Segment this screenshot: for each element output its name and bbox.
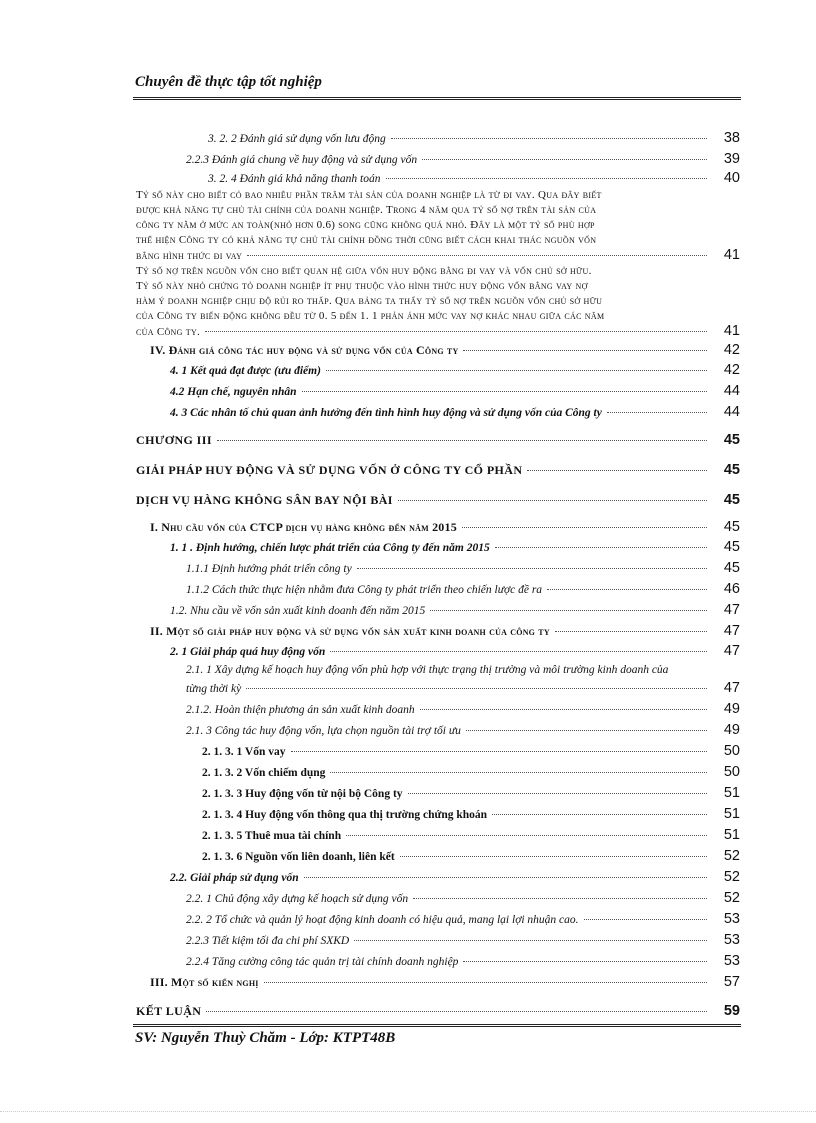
dot-leader: [247, 255, 707, 256]
dot-leader: [400, 856, 707, 857]
toc-entry-label: GIẢI PHÁP HUY ĐỘNG VÀ SỬ DỤNG VỐN Ở CÔNG TY CỔ PHẦN: [136, 463, 523, 477]
dot-leader: [408, 793, 707, 794]
toc-page-number: 42: [723, 362, 740, 378]
toc-entry-label: 1. 1 . Định hướng, chiến lược phát triển của Công ty đến năm 2015: [170, 542, 490, 554]
toc-page-number: 50: [723, 764, 740, 780]
toc-page-number: 53: [723, 953, 740, 969]
header-rule: [133, 97, 741, 100]
toc-page-number: 59: [723, 1003, 740, 1019]
toc-entry-label: 2. 1. 3. 6 Nguồn vốn liên doanh, liên kết: [202, 851, 395, 863]
paragraph-last-line: [136, 324, 740, 340]
toc-entry-label: I. Nhu cầu vốn của CTCP dịch vụ hàng không đến năm 2015: [150, 520, 457, 534]
toc-entry-label: CHƯƠNG III: [136, 433, 212, 447]
toc-entry-label: II. Một số giải pháp huy động và sử dụng vốn sản xuất kinh doanh của công ty: [150, 624, 550, 638]
dot-leader: [547, 589, 707, 590]
toc-entry[interactable]: [136, 360, 740, 381]
toc-entry[interactable]: [136, 487, 740, 513]
toc-page-number: 45: [723, 462, 740, 478]
toc-page-number: 51: [723, 827, 740, 843]
dot-leader: [495, 547, 707, 548]
dot-leader: [304, 877, 707, 878]
toc-entry[interactable]: [136, 972, 740, 992]
toc-page-number: 38: [723, 130, 740, 146]
toc-paragraph-entry[interactable]: [136, 188, 740, 264]
toc-entry-label: 2.2.3 Tiết kiệm tối đa chi phí SXKD: [186, 935, 350, 947]
toc-entry-label: 2. 1. 3. 5 Thuê mua tài chính: [202, 830, 342, 842]
dot-leader: [391, 138, 707, 139]
dot-leader: [302, 391, 707, 392]
dot-leader: [607, 412, 707, 413]
toc-entry-label: 2.2. 2 Tổ chức và quản lý hoạt động kinh doanh có hiệu quả, mang lại lợi nhuận cao.: [186, 914, 579, 926]
toc-entry[interactable]: [136, 427, 740, 453]
dot-leader: [357, 568, 707, 569]
toc-entry-label: 2.2.3 Đánh giá chung về huy động và sử dụng vốn: [186, 154, 418, 166]
page-header-title: Chuyên đề thực tập tốt nghiệp: [135, 74, 322, 90]
dot-leader: [430, 610, 707, 611]
toc-page-number: 52: [723, 869, 740, 885]
toc-page-number: 40: [723, 170, 740, 186]
toc-entry[interactable]: [136, 558, 740, 579]
toc-entry-label: DỊCH VỤ HÀNG KHÔNG SÂN BAY NỘI BÀI: [136, 493, 393, 507]
toc-page-number: 42: [723, 342, 740, 358]
paragraph-last-text: bằng hình thức đi vay: [136, 250, 243, 262]
dot-leader: [584, 919, 707, 920]
toc-page-number: 45: [723, 560, 740, 576]
toc-entry[interactable]: [136, 621, 740, 641]
dot-leader: [217, 440, 707, 441]
dot-leader: [463, 961, 707, 962]
toc-entry-label: 2. 1. 3. 3 Huy động vốn từ nội bộ Công ty: [202, 788, 403, 800]
toc-page-number: 53: [723, 932, 740, 948]
toc-page-number: 45: [723, 492, 740, 508]
toc-page-number: 52: [723, 848, 740, 864]
dot-leader: [246, 688, 707, 689]
toc-entry-label: từng thời kỳ: [186, 683, 242, 695]
toc-entry[interactable]: [136, 699, 740, 720]
toc-page-number: 47: [723, 602, 740, 618]
page-bottom-divider: [0, 1111, 816, 1112]
toc-page-number: 41: [723, 323, 740, 339]
toc-entry-label: 1.1.2 Cách thức thực hiện nhằm đưa Công ty phát triển theo chiến lược đề ra: [186, 584, 543, 596]
dot-leader: [463, 350, 707, 351]
toc-paragraph-entry[interactable]: [136, 264, 740, 340]
toc-entry-label: IV. Đánh giá công tác huy động và sử dụng vốn của Công ty: [150, 343, 459, 357]
toc-entry[interactable]: [136, 340, 740, 360]
dot-leader: [398, 500, 707, 501]
toc-page-number: 57: [723, 974, 740, 990]
toc-page-number: 45: [723, 539, 740, 555]
dot-leader: [205, 331, 707, 332]
dot-leader: [330, 651, 707, 652]
toc-entry-label: III. Một số kiến nghị: [150, 975, 259, 989]
toc-entry-label: 1.2. Nhu cầu về vốn sản xuất kinh doanh đến năm 2015: [170, 605, 426, 617]
toc-page-number: 41: [723, 247, 740, 263]
dot-leader: [264, 982, 707, 983]
dot-leader: [492, 814, 707, 815]
toc-entry-label: 4.2 Hạn chế, nguyên nhân: [170, 386, 297, 398]
toc-entry[interactable]: [136, 149, 740, 170]
toc-entry[interactable]: [136, 888, 740, 909]
toc-entry[interactable]: [136, 457, 740, 483]
toc-page-number: 50: [723, 743, 740, 759]
footer-rule: [133, 1024, 741, 1027]
toc-entry[interactable]: [136, 825, 740, 846]
toc-entry-label: 2.2. 1 Chủ động xây dựng kế hoạch sử dụng vốn: [186, 893, 409, 905]
toc-page-number: 45: [723, 432, 740, 448]
toc-page-number: 47: [723, 643, 740, 659]
dot-leader: [466, 730, 707, 731]
table-of-contents: [136, 128, 740, 1024]
paragraph-line: thể hiện Công ty có khả năng tự chủ tài chính đồng thời cũng biết cách khai thác nguồn vốn: [136, 234, 597, 246]
dot-leader: [420, 709, 707, 710]
toc-entry[interactable]: [136, 537, 740, 558]
paragraph-line: được khả năng tự chủ tài chính của doanh nghiệp. Trong 4 năm qua tỷ số nợ trên tài sản của: [136, 204, 597, 216]
toc-entry[interactable]: [136, 402, 740, 423]
toc-entry[interactable]: [136, 662, 740, 699]
dot-leader: [422, 159, 707, 160]
toc-entry-label: 2.2. Giải pháp sử dụng vốn: [170, 872, 299, 884]
paragraph-line: hàm ý doanh nghiệp chịu độ rủi ro thấp. Qua bảng ta thấy tỷ số nợ trên nguồn vốn chủ sở hữu: [136, 295, 603, 307]
toc-page-number: 44: [723, 404, 740, 420]
dot-leader: [386, 178, 708, 179]
toc-entry[interactable]: [136, 741, 740, 762]
toc-entry[interactable]: [136, 170, 740, 188]
paragraph-line: của Công ty biến động không đều từ 0. 5 đến 1. 1 phản ánh mức vay nợ khác nhau giữa các năm: [136, 310, 605, 322]
dot-leader: [326, 370, 707, 371]
toc-entry-label: 2. 1. 3. 1 Vốn vay: [202, 746, 286, 758]
toc-page-number: 47: [723, 623, 740, 639]
toc-page-number: 44: [723, 383, 740, 399]
toc-entry[interactable]: [136, 381, 740, 402]
paragraph-last-line: [136, 248, 740, 264]
toc-page-number: 51: [723, 806, 740, 822]
toc-entry[interactable]: [136, 804, 740, 825]
toc-entry[interactable]: [136, 998, 740, 1024]
toc-entry-label: 3. 2. 2 Đánh giá sử dụng vốn lưu động: [208, 133, 386, 145]
toc-entry[interactable]: [136, 128, 740, 149]
toc-entry[interactable]: [136, 517, 740, 537]
toc-entry[interactable]: [136, 600, 740, 621]
dot-leader: [462, 527, 707, 528]
toc-entry-label: 4. 3 Các nhân tố chủ quan ảnh hưởng đến tình hình huy động và sử dụng vốn của Công ty: [170, 407, 602, 419]
toc-entry[interactable]: [136, 930, 740, 951]
toc-entry[interactable]: [136, 783, 740, 804]
paragraph-line: Tỷ số này nhỏ chứng tỏ doanh nghiệp ít phụ thuộc vào hình thức huy động vốn bằng vay nợ: [136, 280, 588, 292]
toc-entry[interactable]: [136, 951, 740, 972]
paragraph-line: Tỷ số nợ trên nguồn vốn cho biết quan hệ giữa vốn huy động bằng đi vay và vốn chủ sở hữu.: [136, 265, 592, 277]
dot-leader: [206, 1011, 707, 1012]
toc-page-number: 52: [723, 890, 740, 906]
toc-entry-label: 2.1.2. Hoàn thiện phương án sản xuất kinh doanh: [186, 704, 415, 716]
dot-leader: [555, 631, 707, 632]
toc-entry-second-line: [136, 678, 740, 699]
toc-page-number: 47: [723, 680, 740, 696]
dot-leader: [354, 940, 707, 941]
toc-page-number: 46: [723, 581, 740, 597]
paragraph-last-text: của Công ty.: [136, 326, 201, 338]
toc-entry[interactable]: [136, 909, 740, 930]
toc-page-number: 51: [723, 785, 740, 801]
toc-page-number: 39: [723, 151, 740, 167]
toc-entry-label: 1.1.1 Định hướng phát triển công ty: [186, 563, 352, 575]
toc-entry[interactable]: [136, 846, 740, 867]
toc-page-number: 53: [723, 911, 740, 927]
toc-entry-label: 2.1. 3 Công tác huy động vốn, lựa chọn nguồn tài trợ tối ưu: [186, 725, 461, 737]
toc-entry-label: 2. 1. 3. 4 Huy động vốn thông qua thị trường chứng khoán: [202, 809, 488, 821]
toc-entry-label: 2.2.4 Tăng cường công tác quản trị tài chính doanh nghiệp: [186, 956, 459, 968]
dot-leader: [346, 835, 707, 836]
toc-entry-label: 2.1. 1 Xây dựng kế hoạch huy động vốn phù hợp với thực trạng thị trường và môi trường kinh doanh của: [186, 664, 669, 676]
toc-page-number: 49: [723, 701, 740, 717]
toc-entry[interactable]: [136, 720, 740, 741]
paragraph-line: công ty nằm ở mức an toàn(nhỏ hơn 0.6) song cũng không quá nhỏ. Đây là một tỷ số phù hợp: [136, 219, 595, 231]
toc-page-number: 49: [723, 722, 740, 738]
dot-leader: [330, 772, 707, 773]
toc-page-number: 45: [723, 519, 740, 535]
toc-entry[interactable]: [136, 867, 740, 888]
toc-entry[interactable]: [136, 579, 740, 600]
toc-entry-label: KẾT LUẬN: [136, 1004, 202, 1018]
toc-entry-first-line: [136, 662, 740, 678]
toc-entry-label: 2. 1. 3. 2 Vốn chiếm dụng: [202, 767, 326, 779]
dot-leader: [291, 751, 708, 752]
toc-entry[interactable]: [136, 762, 740, 783]
paragraph-line: Tỷ số này cho biết có bao nhiêu phần trăm tài sản của doanh nghiệp là từ đi vay. Qua đây biết: [136, 189, 602, 201]
dot-leader: [527, 470, 707, 471]
dot-leader: [413, 898, 707, 899]
toc-entry[interactable]: [136, 641, 740, 662]
page-footer: SV: Nguyễn Thuỳ Chăm - Lớp: KTPT48B: [135, 1030, 396, 1046]
toc-entry-label: 3. 2. 4 Đánh giá khả năng thanh toán: [208, 173, 381, 185]
toc-entry-label: 4. 1 Kết quả đạt được (ưu điểm): [170, 365, 321, 377]
toc-entry-label: 2. 1 Giải pháp quá huy động vốn: [170, 646, 326, 658]
